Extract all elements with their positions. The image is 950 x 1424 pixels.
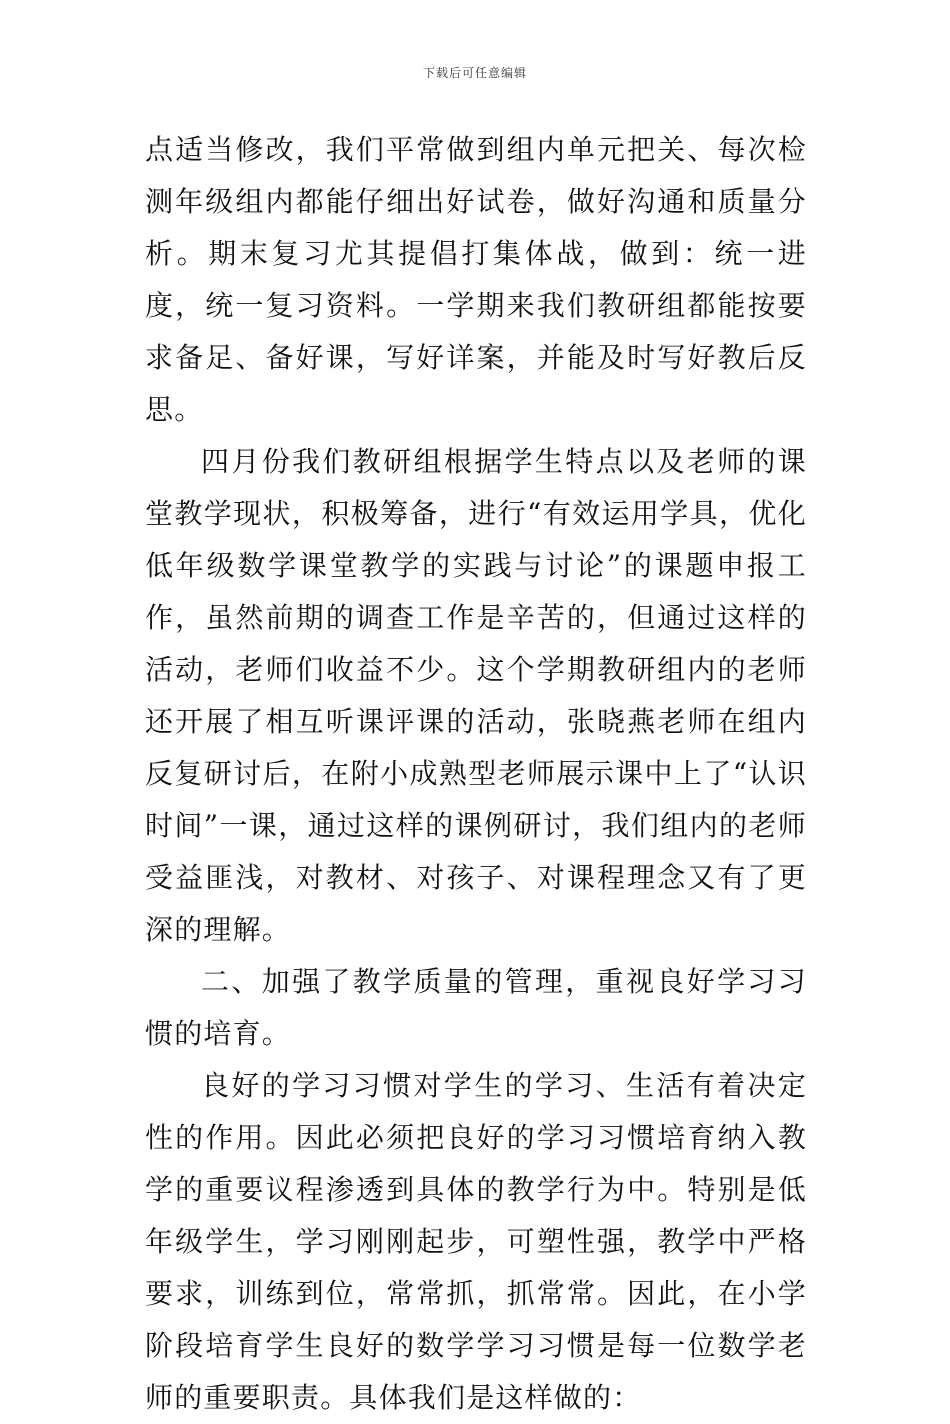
paragraph-research-activities: 四月份我们教研组根据学生特点以及老师的课堂教学现状，积极筹备，进行“有效运用学具，优化低年级数学课堂教学的实践与讨论”的课题申报工作，虽然前期的调查工作是辛苦的，但通过这样的活动，老师们收益不少。这个学期教研组内的老师还开展了相互听课评课的活动，张晓燕老师在组内反复研讨后，在附小成熟型老师展示课中上了“认识时间”一课，通过这样的课例研讨，我们组内的老师受益匪浅，对教材、对孩子、对课程理念又有了更深的理解。 (145, 445, 807, 946)
paragraph-continued: 点适当修改，我们平常做到组内单元把关、每次检测年级组内都能仔细出好试卷，做好沟通和质量分析。期末复习尤其提倡打集体战，做到：统一进度，统一复习资料。一学期来我们教研组都能按要求备足、备好课，写好详案，并能及时写好教后反思。 (145, 133, 807, 426)
document-body (145, 124, 807, 1424)
section-heading-quality-management: 二、加强了教学质量的管理，重视良好学习习惯的培育。 (145, 965, 807, 1050)
paragraph-study-habits: 良好的学习习惯对学生的学习、生活有着决定性的作用。因此必须把良好的学习习惯培育纳入教学的重要议程渗透到具体的教学行为中。特别是低年级学生，学习刚刚起步，可塑性强，教学中严格要求，训练到位，常常抓，抓常常。因此，在小学阶段培育学生良好的数学学习习惯是每一位数学老师的重要职责。具体我们是这样做的： (145, 1069, 807, 1414)
page-header-note: 下载后可任意编辑 (422, 66, 527, 80)
